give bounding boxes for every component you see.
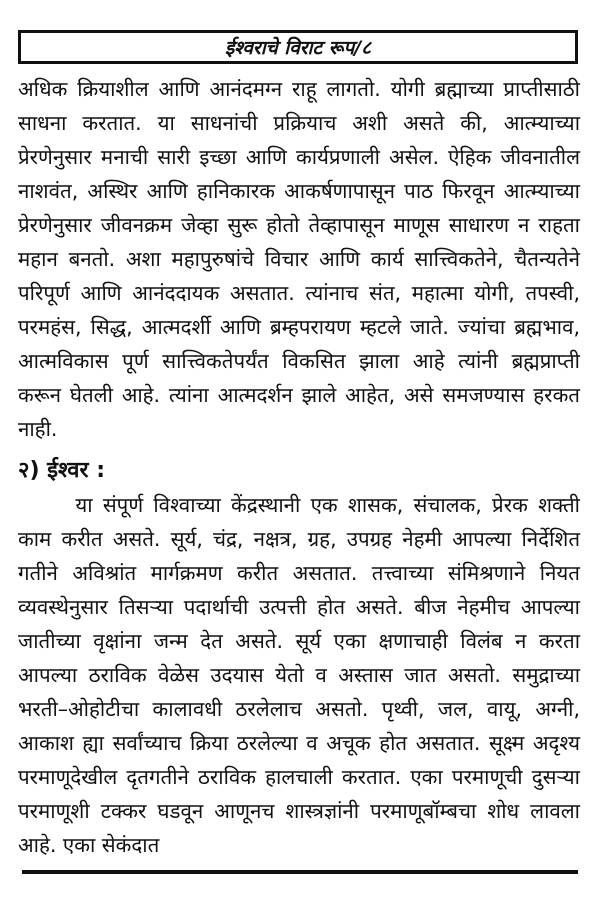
footer-rule — [22, 870, 578, 874]
paragraph-2: या संपूर्ण विश्वाच्या केंद्रस्थानी एक शासक, संचालक, प्रेरक शक्ती काम करीत असते. सूर्य, चंद्र, नक्षत्र, ग्रह, उपग्रह नेहमी आपल्या निर्देशित गतीने अविश्रांत मार्गक्रमण करीत असतात. तत्त्वाच्या संमिश्रणाने नियत व्यवस्थेनुसार तिसऱ्या पदार्थाची उत्पत्ती होत असते. बीज नेहमीच आपल्या जातीच्या वृक्षांना जन्म देत असते. सूर्य एका क्षणाचाही विलंब न करता आपल्या ठराविक वेळेस उदयास येतो व अस्तास जात असतो. समुद्राच्या भरती–ओहोटीचा कालावधी ठरलेलाच असतो. पृथ्वी, जल, वायू, अग्नी, आकाश ह्या सर्वांच्याच क्रिया ठरलेल्या व अचूक होत असतात. सूक्ष्म अदृश्य परमाणूदेखील दृतगतीने ठराविक हालचाली करतात. एका परमाणूची दुसऱ्या परमाणूशी टक्कर घडवून आणूनच शास्त्रज्ञांनी परमाणूबॉम्बचा शोध लावला आहे. एका सेकंदात — [18, 493, 580, 857]
running-header — [18, 30, 578, 64]
header-title: ईश्वराचे विराट रूप/८ — [224, 37, 372, 59]
section-heading: २) ईश्वर : — [18, 458, 105, 483]
paragraph-1: अधिक क्रियाशील आणि आनंदमग्न राहू लागतो. योगी ब्रह्माच्या प्राप्तीसाठी साधना करतात. या साधनांची प्रक्रियाच अशी असते की, आत्म्याच्या प्रेरणेनुसार मनाची सारी इच्छा आणि कार्यप्रणाली असेल. ऐहिक जीवनातील नाशवंत, अस्थिर आणि हानिकारक आकर्षणापासून पाठ फिरवून आत्म्याच्या प्रेरणेनुसार जीवनक्रम जेव्हा सुरू होतो तेव्हापासून माणूस साधारण न राहता महान बनतो. अशा महापुरुषांचे विचार आणि कार्य सात्त्विकतेने, चैतन्यतेने परिपूर्ण आणि आनंददायक असतात. त्यांनाच संत, महात्मा योगी, तपस्वी, परमहंस, सिद्ध, आत्मदर्शी आणि ब्रम्हपरायण म्हटले जाते. ज्यांचा ब्रह्मभाव, आत्मविकास पूर्ण सात्त्विकतेपर्यंत विकसित झाला आहे त्यांनी ब्रह्मप्राप्ती करून घेतली आहे. त्यांना आत्मदर्शन झाले आहेत, असे समजण्यास हरकत नाही. — [18, 77, 580, 441]
